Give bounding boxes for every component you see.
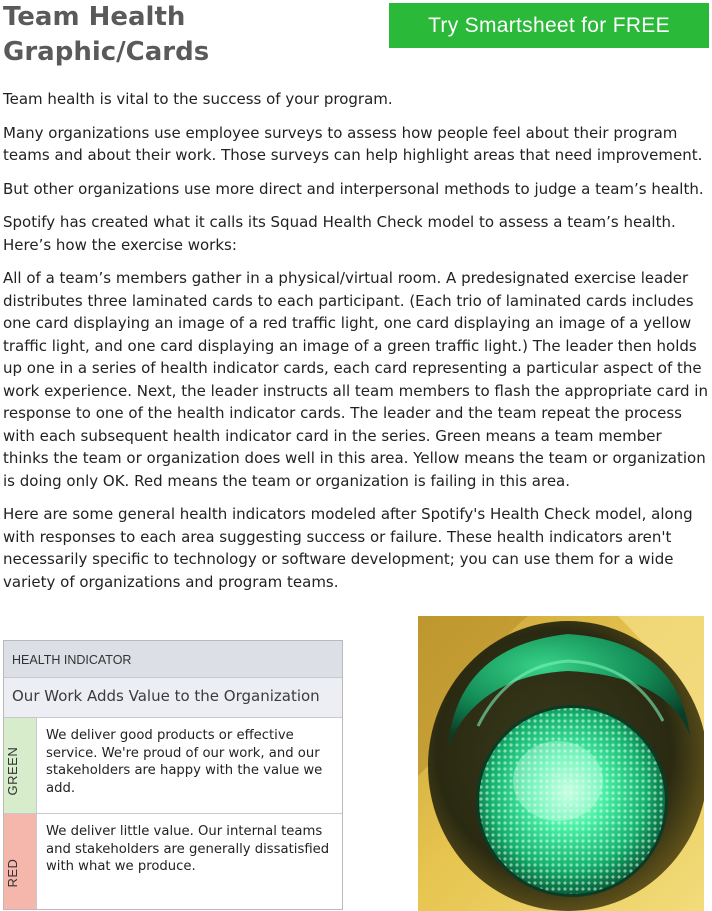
red-response-row [4,814,342,909]
red-response-text: We deliver little value. Our internal teams and stakeholders are generally dissatisfied with what we produce. [46,824,330,874]
green-response-row [4,718,342,814]
health-indicator-title: Our Work Adds Value to the Organization [4,678,342,718]
paragraph-surveys: Many organizations use employee surveys to assess how people feel about their program teams and about their work. Those surveys can help highlight areas that need improvement. [3,123,703,164]
paragraph-indicators: Here are some general health indicators modeled after Spotify's Health Check model, along with responses to each area suggesting success or failure. These health indicators aren't necessarily specific to technology or software development; you can use them for a wide variety of organizations and program teams. [3,505,693,591]
article-body [3,88,709,604]
red-tab-label: RED [5,858,20,888]
paragraph-direct-methods: But other organizations use more direct and interpersonal methods to judge a team’s health. [3,179,704,198]
green-response-text: We deliver good products or effective service. We're proud of our work, and our stakeholders are happy with the value we add. [46,728,323,796]
paragraph-spotify: Spotify has created what it calls its Squad Health Check model to assess a team’s health. Here’s how the exercise works: [3,213,676,254]
page-title-line-1: Team Health [3,2,186,32]
health-indicator-card [3,640,343,910]
page-title [3,0,303,70]
green-tab [4,718,37,813]
green-traffic-light-photo [418,616,704,911]
paragraph-intro: Team health is vital to the success of your program. [3,90,393,108]
health-indicator-label: HEALTH INDICATOR [4,641,342,678]
try-smartsheet-button[interactable]: Try Smartsheet for FREE [389,3,709,48]
paragraph-exercise: All of a team’s members gather in a physical/virtual room. A predesignated exercise leader distributes three laminated cards to each participant. (Each trio of laminated cards includes one card displaying an image of a red traffic light, one card displaying an image of a yellow traffic light, and one card displaying an image of a green traffic light.) The leader then holds up one in a series of health indicator cards, each card representing a particular aspect of the work experience. Next, the leader instructs all team members to flash the appropriate card in response to one of the health indicator cards. The leader and the team repeat the process with each subsequent health indicator card in the series. Green means a team member thinks the team or organization does well in this area. Yellow means the team or organization is doing only OK. Red means the team or organization is failing in this area. [3,269,708,490]
page-title-line-2: Graphic/Cards [3,37,210,67]
green-tab-label: GREEN [5,746,20,796]
red-tab [4,814,37,909]
